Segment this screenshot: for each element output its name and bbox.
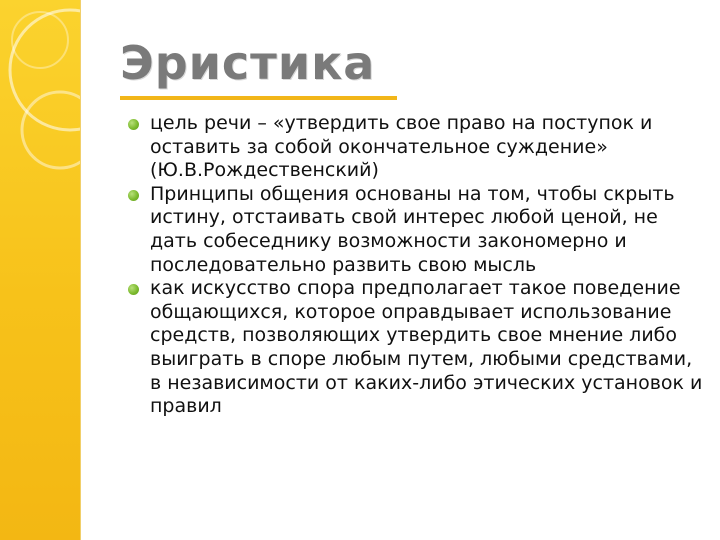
slide-title: Эристика — [120, 36, 376, 90]
bullet-item — [128, 277, 703, 419]
bullet-dot-icon — [128, 284, 139, 295]
bullet-list — [128, 112, 703, 419]
bullet-text: как искусство спора предполагает такое поведение общающихся, которое оправдывает использование средств, позволяющих утвердить свое мнение либо выиграть в споре любым путем, любыми средствами, в независимости от каких-либо этических установок и правил — [150, 277, 703, 418]
divider-line — [80, 0, 81, 540]
bullet-dot-icon — [128, 119, 139, 130]
bullet-text: Принципы общения основаны на том, чтобы скрыть истину, отстаивать свой интерес любой ценой, не дать собеседнику возможности закономерно и последовательно развить свою мысль — [150, 182, 675, 276]
bullet-item — [128, 183, 703, 277]
bullet-item — [128, 112, 703, 183]
title-underline — [120, 96, 397, 100]
bullet-text: цель речи – «утвердить свое право на поступок и оставить за собой окончательное суждение» (Ю.В.Рождественский) — [150, 112, 653, 182]
bullet-dot-icon — [128, 190, 139, 201]
